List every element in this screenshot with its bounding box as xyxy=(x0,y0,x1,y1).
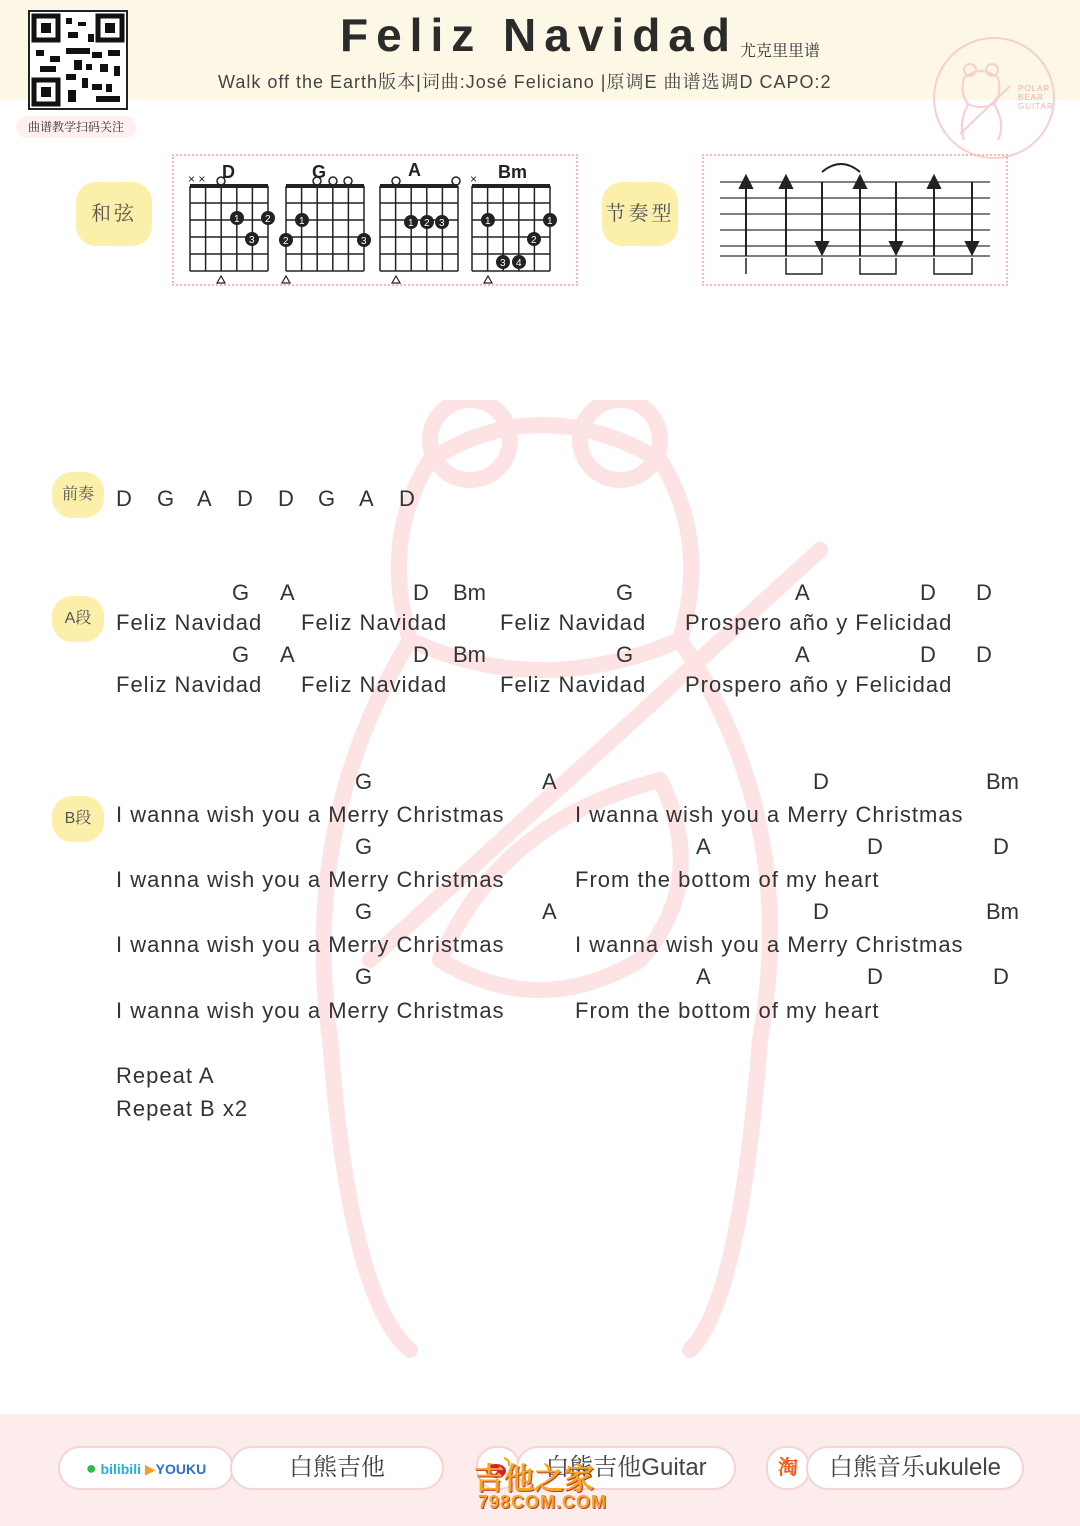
section-a-row-2-chord: A xyxy=(795,642,810,667)
song-subtitle: Walk off the Earth版本|词曲:José Feliciano |原调E 曲谱选调D CAPO:2 xyxy=(218,72,832,92)
taobao-icon[interactable]: 淘 xyxy=(766,1446,810,1490)
intro-chord-8: D xyxy=(399,486,415,511)
section-b-row-2-chord: G xyxy=(355,834,373,859)
section-b-row-2-chord: D xyxy=(993,834,1009,859)
wechat-icon: ● xyxy=(85,1458,97,1478)
qr-code xyxy=(28,10,128,110)
site-watermark-url: 798COM.COM xyxy=(478,1492,608,1512)
section-b-row-4-chord: G xyxy=(355,964,373,989)
section-b-row-4-chord: D xyxy=(867,964,883,989)
chord-name-d: D xyxy=(222,162,235,182)
svg-text:× ×: × × xyxy=(188,172,206,186)
svg-text:2: 2 xyxy=(531,235,537,246)
svg-text:2: 2 xyxy=(265,214,271,225)
section-a-row-2-chord: D xyxy=(976,642,992,667)
site-watermark-text: 吉他之家 xyxy=(474,1463,594,1496)
section-a-row-1-lyric: Feliz Navidad xyxy=(500,610,647,635)
intro-chord-2: G xyxy=(157,486,175,511)
section-b-row-1-chord: A xyxy=(542,769,557,794)
section-a-row-2-chord: D xyxy=(920,642,936,667)
youku-play-icon: ▶ xyxy=(144,1461,156,1477)
section-b-row-2-chord: D xyxy=(867,834,883,859)
svg-text:1: 1 xyxy=(299,216,305,227)
svg-text:3: 3 xyxy=(249,235,255,246)
section-a-row-2-chord: A xyxy=(280,642,295,667)
logo-text-2: BEAR xyxy=(1018,93,1044,102)
chords-label: 和弦 xyxy=(76,182,152,246)
intro-chord-6: G xyxy=(318,486,336,511)
video-platforms-pill[interactable] xyxy=(58,1446,234,1490)
section-a-row-1-chord: A xyxy=(795,580,810,605)
intro-label: 前奏 xyxy=(52,472,104,518)
section-a-row-1-chord: A xyxy=(280,580,295,605)
section-b-row-1-lyric: I wanna wish you a Merry Christmas xyxy=(116,802,505,827)
section-b-row-2-lyric: From the bottom of my heart xyxy=(575,867,880,892)
chord-diagram-bm xyxy=(470,172,557,283)
section-a-row-1-chord: Bm xyxy=(453,580,486,605)
bilibili-logo: bilibili xyxy=(100,1461,141,1477)
svg-text:1: 1 xyxy=(547,216,553,227)
chord-diagram-g xyxy=(279,177,371,283)
intro-chord-3: A xyxy=(197,486,212,511)
section-a-row-1-chord: D xyxy=(976,580,992,605)
svg-text:3: 3 xyxy=(439,218,445,229)
section-b-row-4-chord: D xyxy=(993,964,1009,989)
section-b-row-3-chord: G xyxy=(355,899,373,924)
svg-text:×: × xyxy=(470,172,478,186)
section-b-row-3-chord: Bm xyxy=(986,899,1019,924)
section-a-row-1-lyric: Feliz Navidad xyxy=(301,610,448,635)
section-a-row-1-chord: G xyxy=(232,580,250,605)
section-b-row-1-chord: D xyxy=(813,769,829,794)
section-b-row-2-lyric: I wanna wish you a Merry Christmas xyxy=(116,867,505,892)
section-b-row-1-chord: G xyxy=(355,769,373,794)
qr-caption: 曲谱教学扫码关注 xyxy=(16,116,136,138)
chord-name-bm: Bm xyxy=(498,162,528,182)
song-title: Feliz Navidad xyxy=(340,9,738,61)
rhythm-label: 节奏型 xyxy=(602,182,678,246)
svg-text:1: 1 xyxy=(408,218,414,229)
chord-name-a: A xyxy=(408,160,421,180)
svg-text:2: 2 xyxy=(424,218,430,229)
section-a-row-2-chord: Bm xyxy=(453,642,486,667)
chord-diagrams xyxy=(180,158,570,284)
intro-chord-4: D xyxy=(237,486,253,511)
section-b-row-2-chord: A xyxy=(696,834,711,859)
rhythm-pattern-diagram xyxy=(710,158,1000,278)
svg-text:1: 1 xyxy=(234,214,240,225)
section-a-row-2-lyric: Feliz Navidad xyxy=(500,672,647,697)
repeat-a: Repeat A xyxy=(116,1063,215,1088)
section-b-row-1-chord: Bm xyxy=(986,769,1019,794)
svg-text:1: 1 xyxy=(485,216,491,227)
youku-logo: YOUKU xyxy=(155,1461,207,1477)
polar-bear-guitar-logo xyxy=(930,34,1058,162)
title-credit: 尤克里里谱 xyxy=(740,43,821,60)
section-b-row-4-lyric: From the bottom of my heart xyxy=(575,998,880,1023)
section-a-row-1-lyric: Feliz Navidad xyxy=(116,610,263,635)
section-a-row-2-chord: G xyxy=(616,642,634,667)
section-a-row-1-chord: G xyxy=(616,580,634,605)
intro-chord-7: A xyxy=(359,486,374,511)
qr-code-icon xyxy=(30,12,126,108)
chord-diagram-a xyxy=(380,177,460,283)
section-a-row-1-chord: D xyxy=(920,580,936,605)
logo-text-1: POLAR xyxy=(1018,84,1051,93)
account-name-1[interactable]: 白熊吉他 xyxy=(230,1446,444,1490)
section-a-row-2-lyric: Feliz Navidad xyxy=(116,672,263,697)
section-a-row-1-lyric: Prospero año y Felicidad xyxy=(685,610,953,635)
section-a-row-2-chord: D xyxy=(413,642,429,667)
chord-name-g: G xyxy=(312,162,327,182)
account-name-2[interactable]: 白熊吉他Guitar xyxy=(516,1446,736,1490)
svg-text:3: 3 xyxy=(361,236,367,247)
svg-text:2: 2 xyxy=(283,236,289,247)
section-b-label: B段 xyxy=(52,796,104,842)
repeat-b: Repeat B x2 xyxy=(116,1096,249,1121)
section-a-row-2-lyric: Prospero año y Felicidad xyxy=(685,672,953,697)
section-b-row-3-lyric: I wanna wish you a Merry Christmas xyxy=(575,932,964,957)
svg-text:4: 4 xyxy=(516,258,522,269)
section-b-row-3-chord: D xyxy=(813,899,829,924)
section-b-row-3-chord: A xyxy=(542,899,557,924)
section-a-label: A段 xyxy=(52,596,104,642)
section-a-row-2-lyric: Feliz Navidad xyxy=(301,672,448,697)
intro-chord-5: D xyxy=(278,486,294,511)
section-b-row-3-lyric: I wanna wish you a Merry Christmas xyxy=(116,932,505,957)
section-b-row-4-chord: A xyxy=(696,964,711,989)
section-b-row-4-lyric: I wanna wish you a Merry Christmas xyxy=(116,998,505,1023)
account-name-3[interactable]: 白熊音乐ukulele xyxy=(806,1446,1024,1490)
logo-text-3: GUITAR xyxy=(1018,102,1054,111)
intro-chord-1: D xyxy=(116,486,132,511)
section-a-row-1-chord: D xyxy=(413,580,429,605)
chord-diagram-d xyxy=(188,172,275,283)
section-b-row-1-lyric: I wanna wish you a Merry Christmas xyxy=(575,802,964,827)
svg-text:3: 3 xyxy=(500,258,506,269)
section-a-row-2-chord: G xyxy=(232,642,250,667)
